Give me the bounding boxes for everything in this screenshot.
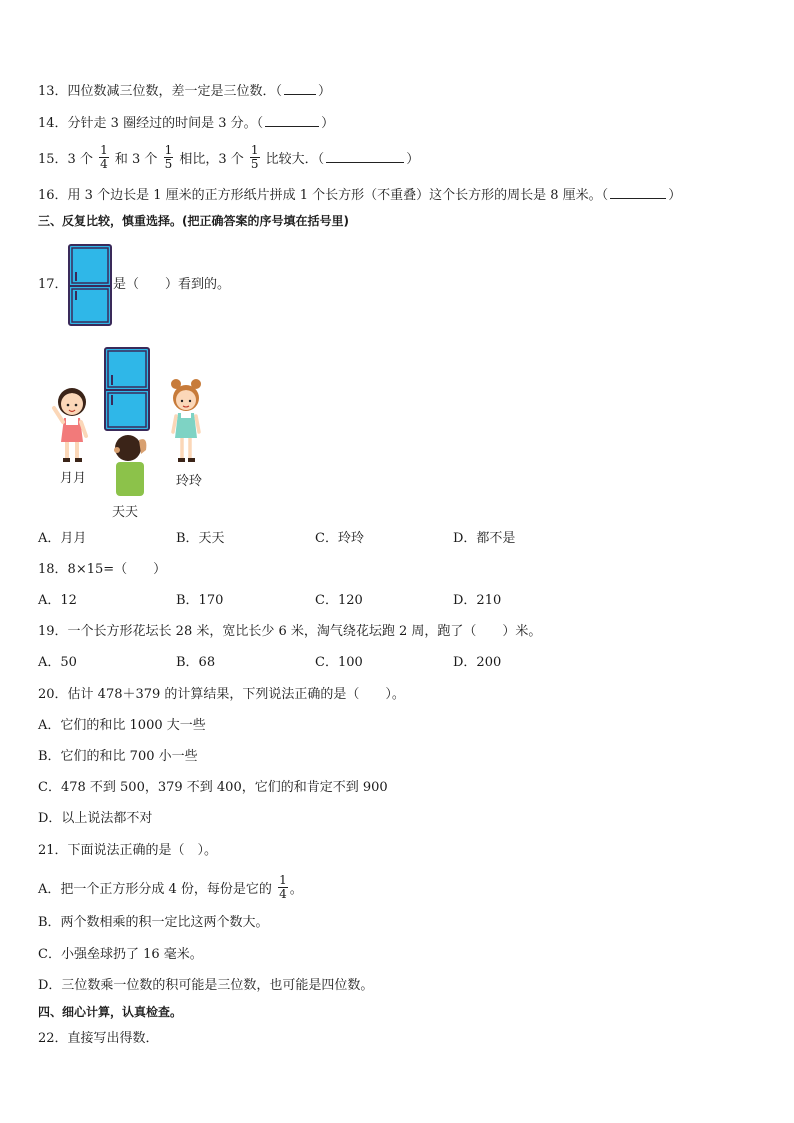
caption-lingling: 玲玲 — [176, 474, 203, 489]
fraction: $\frac{1}{4}$ — [100, 143, 108, 171]
boy-tiantian-icon — [108, 432, 152, 498]
q18-option-d[interactable]: D．210 — [453, 593, 502, 608]
answer-blank[interactable] — [265, 114, 319, 127]
question-17: 17． — [38, 277, 68, 292]
q17-option-c[interactable]: C．玲玲 — [315, 531, 364, 546]
q21-option-b[interactable]: B．两个数相乘的积一定比这两个数大。 — [38, 915, 269, 930]
q14-text: 14．分针走 3 圈经过的时间是 3 分。（ — [38, 116, 264, 131]
q17-option-d[interactable]: D．都不是 — [453, 531, 516, 546]
q20-option-d[interactable]: D．以上说法都不对 — [38, 811, 153, 826]
question-13: 13．四位数减三位数，差一定是三位数．（ ） — [38, 84, 332, 99]
fridge-icon — [104, 347, 150, 431]
q20-option-c[interactable]: C．478 不到 500，379 不到 400，它们的和肯定不到 900 — [38, 780, 388, 795]
q18-option-a[interactable]: A．12 — [38, 593, 77, 608]
q18-option-c[interactable]: C．120 — [315, 593, 363, 608]
q20-option-a[interactable]: A．它们的和比 1000 大一些 — [38, 718, 206, 733]
fridge-icon — [68, 244, 112, 326]
question-20: 20．估计 478＋379 的计算结果，下列说法正确的是（ ）。 — [38, 687, 405, 702]
section-heading-4: 四、细心计算，认真检查。 — [38, 1005, 183, 1019]
question-15: 15．3 个 $\frac{1}{4}$ 和 3 个 $\frac{1}{5}$ 相比，3 个 $\frac{1}{5}$ 比较大．（ ） — [38, 143, 420, 171]
q21-option-a[interactable]: A．把一个正方形分成 4 份，每份是它的 $\frac{1}{4}$ 。 — [38, 873, 303, 901]
question-22: 22．直接写出得数． — [38, 1031, 159, 1046]
q17-option-b[interactable]: B．天天 — [176, 531, 225, 546]
caption-yueyue: 月月 — [60, 471, 87, 486]
fraction: $\frac{1}{5}$ — [164, 143, 173, 171]
q20-option-b[interactable]: B．它们的和比 700 小一些 — [38, 749, 198, 764]
question-21: 21．下面说法正确的是（ ）。 — [38, 843, 218, 858]
q17-option-a[interactable]: A．月月 — [38, 531, 87, 546]
question-18: 18．8×15=（ ） — [38, 562, 167, 577]
q19-option-d[interactable]: D．200 — [453, 655, 502, 670]
q17-text: 是（ ）看到的。 — [113, 277, 231, 292]
q21-option-c[interactable]: C．小强垒球扔了 16 毫米。 — [38, 947, 203, 962]
q13-text: 13．四位数减三位数，差一定是三位数．（ — [38, 84, 283, 99]
q21-option-d[interactable]: D．三位数乘一位数的积可能是三位数，也可能是四位数。 — [38, 978, 374, 993]
answer-blank[interactable] — [326, 150, 404, 163]
answer-blank[interactable] — [610, 186, 666, 199]
caption-tiantian: 天天 — [112, 505, 139, 520]
fraction: $\frac{1}{4}$ — [279, 873, 287, 901]
q19-option-a[interactable]: A．50 — [38, 655, 77, 670]
question-19: 19．一个长方形花坛长 28 米，宽比长少 6 米，淘气绕花坛跑 2 周，跑了（ ）米。 — [38, 624, 542, 639]
section-heading-3: 三、反复比较，慎重选择。(把正确答案的序号填在括号里) — [38, 214, 349, 228]
answer-blank[interactable] — [284, 82, 316, 95]
question-14: 14．分针走 3 圈经过的时间是 3 分。（ ） — [38, 116, 335, 131]
fraction: $\frac{1}{5}$ — [250, 143, 259, 171]
q19-option-c[interactable]: C．100 — [315, 655, 363, 670]
girl-lingling-icon — [166, 378, 206, 464]
question-16: 16．用 3 个边长是 1 厘米的正方形纸片拼成 1 个长方形（不重叠）这个长方形的周长是 8 厘米。（ ） — [38, 188, 682, 203]
q18-option-b[interactable]: B．170 — [176, 593, 224, 608]
girl-yueyue-icon — [48, 384, 96, 464]
q19-option-b[interactable]: B．68 — [176, 655, 216, 670]
q16-text: 16．用 3 个边长是 1 厘米的正方形纸片拼成 1 个长方形（不重叠）这个长方形的周长是 8 厘米。（ — [38, 188, 609, 203]
